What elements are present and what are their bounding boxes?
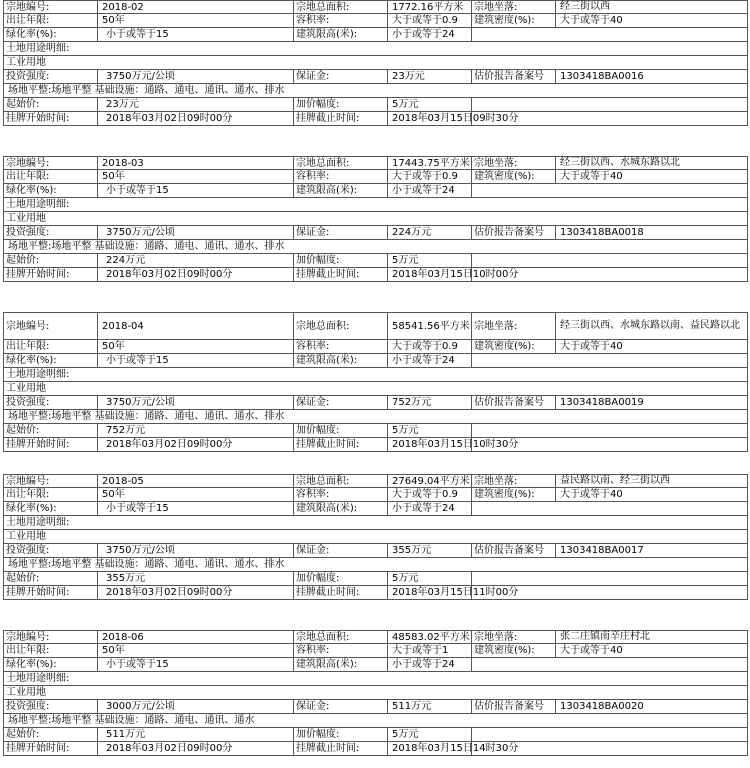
list-start-label: 挂牌开始时间:	[4, 438, 98, 452]
invest-value: 3750万元/公顷	[98, 396, 294, 410]
start-price-value: 752万元	[98, 424, 294, 438]
land-use-value: 工业用地	[4, 56, 748, 70]
invest-label: 投资强度:	[4, 226, 98, 240]
increment-value: 5万元	[388, 98, 472, 112]
use-detail-label: 土地用途明细:	[4, 672, 748, 686]
invest-label: 投资强度:	[4, 700, 98, 714]
height-value: 小于或等于24	[388, 28, 472, 42]
term-value: 50年	[98, 170, 294, 184]
far-value: 大于或等于1	[388, 644, 472, 658]
total-area-value: 48583.02平方米	[388, 631, 472, 644]
green-label: 绿化率(%):	[4, 658, 98, 672]
site-prep-value: 场地平整 基础设施：通路、通电、通讯、通水、排水	[51, 559, 285, 570]
increment-value: 5万元	[388, 572, 472, 586]
location-value: 经三街以西	[556, 1, 748, 14]
list-end-value: 2018年03月15日10时00分	[388, 268, 472, 282]
increment-label: 加价幅度:	[294, 254, 388, 268]
list-start-value: 2018年03月02日09时00分	[98, 112, 294, 126]
list-end-value: 2018年03月15日09时30分	[388, 112, 472, 126]
invest-value: 3000万元/公顷	[98, 700, 294, 714]
parcel-row-time	[4, 742, 748, 756]
density-value: 大于或等于40	[556, 170, 748, 184]
report-no-label: 估价报告备案号	[472, 396, 556, 410]
parcel-row-use	[4, 212, 748, 226]
green-value: 小于或等于15	[98, 184, 294, 198]
parcel-row-term	[4, 14, 748, 28]
parcel-row-use	[4, 530, 748, 544]
parcel-row-invest	[4, 544, 748, 558]
increment-label: 加价幅度:	[294, 572, 388, 586]
report-no-value: 1303418BA0019	[556, 396, 748, 410]
use-detail-label: 土地用途明细:	[4, 198, 748, 212]
parcel-row-price	[4, 254, 748, 268]
deposit-value: 511万元	[388, 700, 472, 714]
list-end-value: 2018年03月15日14时30分	[388, 742, 472, 756]
site-prep-value: 场地平整 基础设施：通路、通电、通讯、通水	[51, 715, 255, 726]
invest-label: 投资强度:	[4, 396, 98, 410]
use-detail-label: 土地用途明细:	[4, 42, 748, 56]
start-price-value: 224万元	[98, 254, 294, 268]
empty-cell	[472, 354, 748, 368]
site-prep-value: 场地平整 基础设施：通路、通电、通讯、通水、排水	[51, 411, 285, 422]
green-label: 绿化率(%):	[4, 502, 98, 516]
density-label: 建筑密度(%):	[472, 644, 556, 658]
parcel-row-price	[4, 572, 748, 586]
increment-value: 5万元	[388, 254, 472, 268]
land-use-value: 工业用地	[4, 212, 748, 226]
height-value: 小于或等于24	[388, 184, 472, 198]
start-price-value: 23万元	[98, 98, 294, 112]
parcel-row-site	[4, 84, 748, 98]
invest-value: 3750万元/公顷	[98, 70, 294, 84]
parcel-no-label: 宗地编号:	[4, 313, 98, 340]
density-value: 大于或等于40	[556, 644, 748, 658]
site-prep-label: 场地平整:	[8, 85, 52, 96]
report-no-label: 估价报告备案号	[472, 70, 556, 84]
start-price-value: 355万元	[98, 572, 294, 586]
parcel-no-label: 宗地编号:	[4, 157, 98, 170]
report-no-value: 1303418BA0017	[556, 544, 748, 558]
term-value: 50年	[98, 14, 294, 28]
term-value: 50年	[98, 340, 294, 354]
parcel-row-green	[4, 28, 748, 42]
empty-cell	[472, 184, 748, 198]
parcel-row-use	[4, 56, 748, 70]
term-label: 出让年限:	[4, 644, 98, 658]
location-value: 经三街以西、水城东路以南、益民路以北	[556, 313, 748, 340]
height-value: 小于或等于24	[388, 658, 472, 672]
location-value: 张二庄镇南辛庄村北	[556, 631, 748, 644]
report-no-label: 估价报告备案号	[472, 544, 556, 558]
parcel-row-green	[4, 502, 748, 516]
green-value: 小于或等于15	[98, 502, 294, 516]
parcel-row-green	[4, 658, 748, 672]
site-prep-label: 场地平整:	[8, 241, 52, 252]
empty-cell	[472, 502, 748, 516]
term-value: 50年	[98, 644, 294, 658]
green-label: 绿化率(%):	[4, 184, 98, 198]
parcel-table-2018-04	[3, 312, 748, 452]
parcel-row-invest	[4, 700, 748, 714]
parcel-row-use	[4, 686, 748, 700]
term-label: 出让年限:	[4, 14, 98, 28]
parcel-no-value: 2018-02	[98, 1, 294, 14]
height-label: 建筑限高(米):	[294, 502, 388, 516]
parcel-row-price	[4, 98, 748, 112]
deposit-label: 保证金:	[294, 700, 388, 714]
parcel-row-code	[4, 631, 748, 644]
parcel-row-time	[4, 586, 748, 600]
increment-value: 5万元	[388, 424, 472, 438]
location-label: 宗地坐落:	[472, 1, 556, 14]
parcel-row-code	[4, 313, 748, 340]
density-value: 大于或等于40	[556, 14, 748, 28]
site-prep-label: 场地平整:	[8, 411, 52, 422]
parcel-row-time	[4, 438, 748, 452]
location-label: 宗地坐落:	[472, 313, 556, 340]
deposit-label: 保证金:	[294, 396, 388, 410]
total-area-label: 宗地总面积:	[294, 631, 388, 644]
density-label: 建筑密度(%):	[472, 170, 556, 184]
total-area-label: 宗地总面积:	[294, 157, 388, 170]
site-preparation	[4, 410, 748, 424]
far-label: 容积率:	[294, 14, 388, 28]
parcel-row-invest	[4, 70, 748, 84]
green-value: 小于或等于15	[98, 28, 294, 42]
parcel-no-label: 宗地编号:	[4, 631, 98, 644]
deposit-value: 224万元	[388, 226, 472, 240]
land-use-value: 工业用地	[4, 686, 748, 700]
parcel-no-value: 2018-03	[98, 157, 294, 170]
parcel-table-2018-05	[3, 474, 748, 600]
parcel-row-site	[4, 240, 748, 254]
site-prep-label: 场地平整:	[8, 559, 52, 570]
land-use-value: 工业用地	[4, 382, 748, 396]
increment-label: 加价幅度:	[294, 728, 388, 742]
total-area-label: 宗地总面积:	[294, 475, 388, 488]
far-label: 容积率:	[294, 340, 388, 354]
parcel-row-price	[4, 728, 748, 742]
far-label: 容积率:	[294, 644, 388, 658]
invest-value: 3750万元/公顷	[98, 544, 294, 558]
list-start-label: 挂牌开始时间:	[4, 742, 98, 756]
parcel-row-code	[4, 157, 748, 170]
start-price-label: 起始价:	[4, 572, 98, 586]
far-label: 容积率:	[294, 488, 388, 502]
parcel-row-site	[4, 558, 748, 572]
list-start-value: 2018年03月02日09时00分	[98, 742, 294, 756]
far-value: 大于或等于0.9	[388, 488, 472, 502]
density-value: 大于或等于40	[556, 488, 748, 502]
list-end-value: 2018年03月15日11时00分	[388, 586, 472, 600]
parcel-row-site	[4, 714, 748, 728]
total-area-label: 宗地总面积:	[294, 313, 388, 340]
list-end-label: 挂牌截止时间:	[294, 586, 388, 600]
term-label: 出让年限:	[4, 340, 98, 354]
use-detail-label: 土地用途明细:	[4, 368, 748, 382]
site-prep-label: 场地平整:	[8, 715, 52, 726]
density-label: 建筑密度(%):	[472, 488, 556, 502]
term-label: 出让年限:	[4, 488, 98, 502]
deposit-label: 保证金:	[294, 70, 388, 84]
list-end-label: 挂牌截止时间:	[294, 112, 388, 126]
parcel-row-green	[4, 184, 748, 198]
density-label: 建筑密度(%):	[472, 14, 556, 28]
deposit-value: 23万元	[388, 70, 472, 84]
height-label: 建筑限高(米):	[294, 354, 388, 368]
parcel-row-use	[4, 382, 748, 396]
list-end-label: 挂牌截止时间:	[294, 438, 388, 452]
parcel-row-time	[4, 268, 748, 282]
increment-label: 加价幅度:	[294, 424, 388, 438]
empty-cell	[472, 424, 748, 438]
far-value: 大于或等于0.9	[388, 170, 472, 184]
total-area-label: 宗地总面积:	[294, 1, 388, 14]
green-label: 绿化率(%):	[4, 28, 98, 42]
report-no-label: 估价报告备案号	[472, 226, 556, 240]
green-value: 小于或等于15	[98, 354, 294, 368]
height-value: 小于或等于24	[388, 354, 472, 368]
site-preparation	[4, 240, 748, 254]
empty-cell	[472, 254, 748, 268]
height-value: 小于或等于24	[388, 502, 472, 516]
empty-cell	[472, 658, 748, 672]
far-label: 容积率:	[294, 170, 388, 184]
parcel-row-use-detail	[4, 42, 748, 56]
parcel-row-code	[4, 475, 748, 488]
parcel-row-invest	[4, 396, 748, 410]
density-value: 大于或等于40	[556, 340, 748, 354]
height-label: 建筑限高(米):	[294, 28, 388, 42]
height-label: 建筑限高(米):	[294, 658, 388, 672]
parcel-row-term	[4, 644, 748, 658]
list-start-value: 2018年03月02日09时00分	[98, 268, 294, 282]
green-value: 小于或等于15	[98, 658, 294, 672]
parcel-row-use-detail	[4, 672, 748, 686]
parcel-table-2018-02	[3, 0, 748, 126]
parcel-row-use-detail	[4, 516, 748, 530]
empty-cell	[472, 572, 748, 586]
start-price-label: 起始价:	[4, 728, 98, 742]
parcel-row-term	[4, 340, 748, 354]
total-area-value: 27649.04平方米	[388, 475, 472, 488]
invest-label: 投资强度:	[4, 544, 98, 558]
start-price-label: 起始价:	[4, 254, 98, 268]
far-value: 大于或等于0.9	[388, 340, 472, 354]
deposit-label: 保证金:	[294, 544, 388, 558]
far-value: 大于或等于0.9	[388, 14, 472, 28]
parcel-table-2018-03	[3, 156, 748, 282]
total-area-value: 1772.16平方米	[388, 1, 472, 14]
location-value: 经三街以西、水城东路以北	[556, 157, 748, 170]
start-price-label: 起始价:	[4, 98, 98, 112]
list-end-value: 2018年03月15日10时30分	[388, 438, 472, 452]
report-no-value: 1303418BA0020	[556, 700, 748, 714]
invest-label: 投资强度:	[4, 70, 98, 84]
report-no-value: 1303418BA0016	[556, 70, 748, 84]
site-prep-value: 场地平整 基础设施：通路、通电、通讯、通水、排水	[51, 241, 285, 252]
invest-value: 3750万元/公顷	[98, 226, 294, 240]
list-start-label: 挂牌开始时间:	[4, 112, 98, 126]
parcel-row-term	[4, 488, 748, 502]
land-use-value: 工业用地	[4, 530, 748, 544]
list-end-label: 挂牌截止时间:	[294, 742, 388, 756]
parcel-no-label: 宗地编号:	[4, 475, 98, 488]
parcel-row-invest	[4, 226, 748, 240]
deposit-value: 752万元	[388, 396, 472, 410]
location-value: 益民路以南、经三街以西	[556, 475, 748, 488]
parcel-no-value: 2018-05	[98, 475, 294, 488]
parcel-no-label: 宗地编号:	[4, 1, 98, 14]
parcel-row-term	[4, 170, 748, 184]
deposit-value: 355万元	[388, 544, 472, 558]
site-preparation	[4, 714, 748, 728]
location-label: 宗地坐落:	[472, 475, 556, 488]
increment-value: 5万元	[388, 728, 472, 742]
empty-cell	[472, 98, 748, 112]
parcel-row-site	[4, 410, 748, 424]
site-prep-value: 场地平整 基础设施：通路、通电、通讯、通水、排水	[51, 85, 285, 96]
empty-cell	[472, 728, 748, 742]
deposit-label: 保证金:	[294, 226, 388, 240]
parcel-row-time	[4, 112, 748, 126]
report-no-value: 1303418BA0018	[556, 226, 748, 240]
empty-cell	[472, 28, 748, 42]
start-price-value: 511万元	[98, 728, 294, 742]
parcel-row-code	[4, 1, 748, 14]
parcel-row-use-detail	[4, 198, 748, 212]
parcel-no-value: 2018-06	[98, 631, 294, 644]
height-label: 建筑限高(米):	[294, 184, 388, 198]
green-label: 绿化率(%):	[4, 354, 98, 368]
term-value: 50年	[98, 488, 294, 502]
site-preparation	[4, 558, 748, 572]
site-preparation	[4, 84, 748, 98]
parcel-no-value: 2018-04	[98, 313, 294, 340]
list-start-label: 挂牌开始时间:	[4, 586, 98, 600]
parcel-row-use-detail	[4, 368, 748, 382]
start-price-label: 起始价:	[4, 424, 98, 438]
total-area-value: 58541.56平方米	[388, 313, 472, 340]
density-label: 建筑密度(%):	[472, 340, 556, 354]
increment-label: 加价幅度:	[294, 98, 388, 112]
parcel-row-green	[4, 354, 748, 368]
list-start-value: 2018年03月02日09时00分	[98, 438, 294, 452]
parcel-row-price	[4, 424, 748, 438]
list-end-label: 挂牌截止时间:	[294, 268, 388, 282]
total-area-value: 17443.75平方米	[388, 157, 472, 170]
term-label: 出让年限:	[4, 170, 98, 184]
list-start-value: 2018年03月02日09时00分	[98, 586, 294, 600]
list-start-label: 挂牌开始时间:	[4, 268, 98, 282]
use-detail-label: 土地用途明细:	[4, 516, 748, 530]
location-label: 宗地坐落:	[472, 157, 556, 170]
parcel-table-2018-06	[3, 630, 748, 756]
report-no-label: 估价报告备案号	[472, 700, 556, 714]
location-label: 宗地坐落:	[472, 631, 556, 644]
